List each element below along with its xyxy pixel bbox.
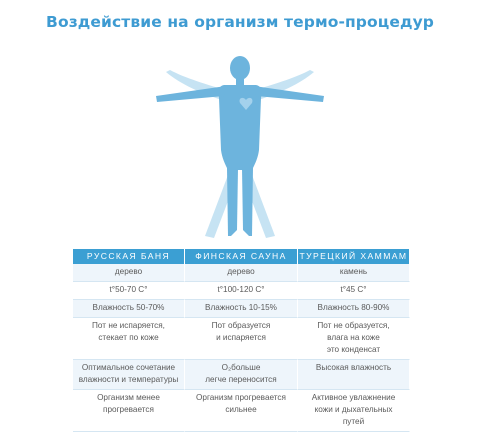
table-cell: t°100-120 С° xyxy=(185,282,298,300)
front-figure xyxy=(156,56,324,236)
page-title: Воздействие на организм термо-процедур xyxy=(46,13,434,31)
header-turkish-hammam: ТУРЕЦКИЙ ХАММАМ xyxy=(298,249,410,264)
header-russian-banya: РУССКАЯ БАНЯ xyxy=(73,249,185,264)
table-cell: О₂больше легче переносится xyxy=(185,360,298,390)
table-cell: Пот не испаряется, стекает по коже xyxy=(73,318,185,360)
table-cell: дерево xyxy=(185,264,298,282)
table-cell: Пот не образуется, влага на коже это конденсат xyxy=(298,318,410,360)
table-cell: Организм прогревается сильнее xyxy=(185,390,298,432)
table-cell: Пот образуется и испаряется xyxy=(185,318,298,360)
table-cell: Активное увлажнение кожи и дыхательных путей xyxy=(298,390,410,432)
comparison-table xyxy=(73,249,410,432)
table-cell: Влажность 10-15% xyxy=(185,300,298,318)
table-cell: камень xyxy=(298,264,410,282)
header-finnish-sauna: ФИНСКАЯ САУНА xyxy=(185,249,298,264)
table-cell: Влажность 80-90% xyxy=(298,300,410,318)
table-cell: Организм менее прогревается xyxy=(73,390,185,432)
table-cell: Влажность 50-70% xyxy=(73,300,185,318)
table-cell: Высокая влажность xyxy=(298,360,410,390)
table-cell: Оптимальное сочетание влажности и температуры xyxy=(73,360,185,390)
table-cell: t°50-70 С° xyxy=(73,282,185,300)
table-cell: дерево xyxy=(73,264,185,282)
table-cell: t°45 С° xyxy=(298,282,410,300)
